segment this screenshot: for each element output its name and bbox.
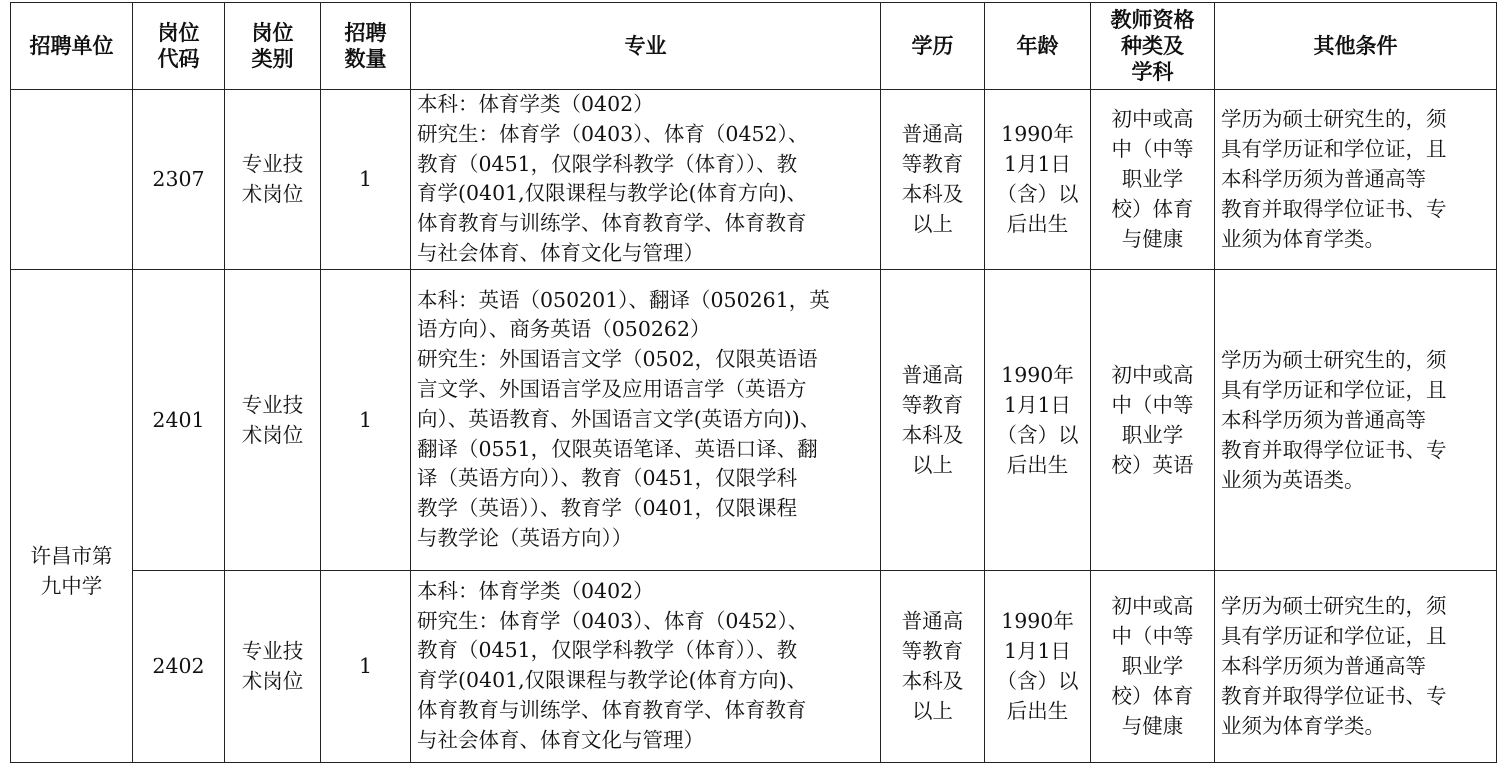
- education-requirement-line: 普通高: [901, 122, 964, 147]
- major-requirements-line: 研究生：外国语言文学（0502，仅限英语语: [417, 347, 818, 372]
- education-requirement-line: 以上: [912, 699, 953, 724]
- teacher-qualification-line: 与健康: [1121, 227, 1184, 252]
- other-conditions-line: 学历为硕士研究生的，须: [1221, 594, 1447, 619]
- unit-cell: [11, 269, 133, 762]
- hire-count: 1: [321, 570, 411, 762]
- education-requirement-line: 以上: [912, 212, 953, 237]
- major-requirements-line: 与社会体育、体育文化与管理）: [417, 240, 704, 265]
- other-conditions-line: 本科学历须为普通高等: [1221, 167, 1426, 192]
- header-age: 年龄: [985, 3, 1091, 90]
- other-conditions-line: 本科学历须为普通高等: [1221, 407, 1426, 432]
- major-requirements-line: 教育（0451，仅限学科教学（体育））、教: [417, 151, 798, 176]
- major-requirements-line: 本科：英语（050201）、翻译（050261，英: [417, 287, 830, 312]
- major-requirements-line: 体育教育与训练学、体育教育学、体育教育: [417, 698, 807, 723]
- education-requirement: [881, 570, 985, 762]
- header-major: 专业: [411, 3, 881, 90]
- position-code: 2402: [133, 570, 225, 762]
- teacher-qualification-line: 初中或高: [1111, 594, 1194, 619]
- table-row: [11, 570, 1497, 762]
- header-count-line: 招聘: [344, 21, 387, 45]
- position-category-line: 术岗位: [241, 182, 304, 207]
- header-count-line: 数量: [344, 47, 387, 71]
- header-code: [133, 3, 225, 90]
- education-requirement-line: 普通高: [901, 609, 964, 634]
- age-requirement-line: （含）以: [996, 182, 1079, 207]
- unit-cell-empty: [11, 90, 133, 270]
- header-qualification: [1091, 3, 1215, 90]
- age-requirement-line: 1990年: [1001, 609, 1074, 634]
- teacher-qualification-line: 初中或高: [1111, 362, 1194, 387]
- age-requirement-line: 1月1日: [1003, 152, 1072, 177]
- other-conditions-line: 具有学历证和学位证，且: [1221, 377, 1447, 402]
- teacher-qualification-line: 中（中等: [1111, 392, 1194, 417]
- header-category-line: 类别: [251, 47, 294, 71]
- teacher-qualification-line: 初中或高: [1111, 107, 1194, 132]
- age-requirement-line: 1990年: [1001, 122, 1074, 147]
- hire-count: 1: [321, 90, 411, 270]
- major-requirements: [411, 90, 881, 270]
- header-qualification-line: 学科: [1131, 60, 1174, 84]
- other-conditions-line: 业须为体育学类。: [1221, 227, 1385, 252]
- age-requirement-line: 1月1日: [1003, 392, 1072, 417]
- position-category-line: 专业技: [241, 152, 304, 177]
- other-conditions-line: 具有学历证和学位证，且: [1221, 137, 1447, 162]
- header-qualification-line: 教师资格: [1110, 8, 1195, 32]
- major-requirements-line: 与教学论（英语方向））: [417, 526, 633, 551]
- major-requirements-line: 本科：体育学类（0402）: [417, 92, 654, 116]
- position-code: 2401: [133, 269, 225, 570]
- major-requirements-line: 语方向）、商务英语（050262）: [417, 317, 711, 342]
- other-conditions: [1215, 570, 1497, 762]
- other-conditions-line: 学历为硕士研究生的，须: [1221, 107, 1447, 132]
- major-requirements-line: 翻译（0551，仅限英语笔译、英语口译、翻: [417, 436, 818, 461]
- other-conditions-line: 本科学历须为普通高等: [1221, 654, 1426, 679]
- header-code-line: 岗位: [157, 21, 200, 45]
- major-requirements-line: 译（英语方向））、教育（0451，仅限学科: [417, 466, 798, 491]
- header-code-line: 代码: [157, 47, 200, 71]
- other-conditions-line: 教育并取得学位证书、专: [1221, 684, 1447, 709]
- position-category: [225, 90, 321, 270]
- education-requirement-line: 以上: [912, 452, 953, 477]
- age-requirement: [985, 90, 1091, 270]
- age-requirement-line: （含）以: [996, 669, 1079, 694]
- other-conditions: [1215, 90, 1497, 270]
- teacher-qualification: [1091, 90, 1215, 270]
- other-conditions-line: 业须为体育学类。: [1221, 714, 1385, 739]
- major-requirements: [411, 269, 881, 570]
- position-category-line: 术岗位: [241, 669, 304, 694]
- other-conditions: [1215, 269, 1497, 570]
- major-requirements-line: 研究生：体育学（0403）、体育（0452）、: [417, 608, 809, 633]
- unit-cell-line: 许昌市第: [30, 543, 113, 568]
- major-requirements-line: 体育教育与训练学、体育教育学、体育教育: [417, 211, 807, 236]
- major-requirements-line: 教育（0451，仅限学科教学（体育））、教: [417, 638, 798, 663]
- education-requirement-line: 等教育: [901, 152, 964, 177]
- major-requirements-line: 研究生：体育学（0403）、体育（0452）、: [417, 121, 809, 146]
- education-requirement-line: 等教育: [901, 392, 964, 417]
- age-requirement-line: 1990年: [1001, 362, 1074, 387]
- education-requirement: [881, 269, 985, 570]
- education-requirement-line: 普通高: [901, 362, 964, 387]
- header-count: [321, 3, 411, 90]
- other-conditions-line: 具有学历证和学位证，且: [1221, 624, 1447, 649]
- teacher-qualification-line: 职业学: [1121, 654, 1184, 679]
- recruitment-table: [10, 2, 1497, 763]
- major-requirements-line: 本科：体育学类（0402）: [417, 578, 654, 603]
- teacher-qualification-line: 与健康: [1121, 714, 1184, 739]
- teacher-qualification: [1091, 570, 1215, 762]
- header-other: 其他条件: [1215, 3, 1497, 90]
- major-requirements-line: 育学(0401,仅限课程与教学论(体育方向)、: [417, 668, 808, 693]
- other-conditions-line: 教育并取得学位证书、专: [1221, 437, 1447, 462]
- education-requirement-line: 本科及: [901, 422, 964, 447]
- teacher-qualification-line: 职业学: [1121, 422, 1184, 447]
- major-requirements-line: 教学（英语））、教育学（0401，仅限课程: [417, 496, 798, 521]
- other-conditions-line: 学历为硕士研究生的，须: [1221, 347, 1447, 372]
- major-requirements-line: 与社会体育、体育文化与管理）: [417, 727, 704, 752]
- age-requirement-line: 后出生: [1006, 212, 1069, 237]
- age-requirement: [985, 269, 1091, 570]
- age-requirement-line: 后出生: [1006, 452, 1069, 477]
- education-requirement-line: 本科及: [901, 669, 964, 694]
- teacher-qualification: [1091, 269, 1215, 570]
- teacher-qualification-line: 职业学: [1121, 167, 1184, 192]
- position-category-line: 专业技: [241, 639, 304, 664]
- age-requirement: [985, 570, 1091, 762]
- age-requirement-line: （含）以: [996, 422, 1079, 447]
- teacher-qualification-line: 校）英语: [1111, 452, 1194, 477]
- age-requirement-line: 1月1日: [1003, 639, 1072, 664]
- header-category: [225, 3, 321, 90]
- education-requirement-line: 等教育: [901, 639, 964, 664]
- age-requirement-line: 后出生: [1006, 699, 1069, 724]
- position-code: 2307: [133, 90, 225, 270]
- teacher-qualification-line: 中（中等: [1111, 137, 1194, 162]
- major-requirements-line: 向）、英语教育、外国语言文学(英语方向))、: [417, 406, 821, 431]
- hire-count: 1: [321, 269, 411, 570]
- unit-cell-line: 九中学: [40, 573, 103, 598]
- teacher-qualification-line: 中（中等: [1111, 624, 1194, 649]
- teacher-qualification-line: 校）体育: [1111, 197, 1194, 222]
- other-conditions-line: 教育并取得学位证书、专: [1221, 197, 1447, 222]
- major-requirements-line: 言文学、外国语言学及应用语言学（英语方: [417, 377, 807, 402]
- position-category-line: 术岗位: [241, 422, 304, 447]
- header-row: [11, 3, 1497, 90]
- position-category-line: 专业技: [241, 392, 304, 417]
- position-category: [225, 269, 321, 570]
- header-qualification-line: 种类及: [1121, 34, 1184, 58]
- education-requirement: [881, 90, 985, 270]
- table-row: [11, 269, 1497, 570]
- teacher-qualification-line: 校）体育: [1111, 684, 1194, 709]
- major-requirements-line: 育学(0401,仅限课程与教学论(体育方向)、: [417, 181, 808, 206]
- header-unit: 招聘单位: [11, 3, 133, 90]
- position-category: [225, 570, 321, 762]
- major-requirements: [411, 570, 881, 762]
- header-education: 学历: [881, 3, 985, 90]
- education-requirement-line: 本科及: [901, 182, 964, 207]
- table-row: [11, 90, 1497, 270]
- header-category-line: 岗位: [251, 21, 294, 45]
- other-conditions-line: 业须为英语类。: [1221, 467, 1365, 492]
